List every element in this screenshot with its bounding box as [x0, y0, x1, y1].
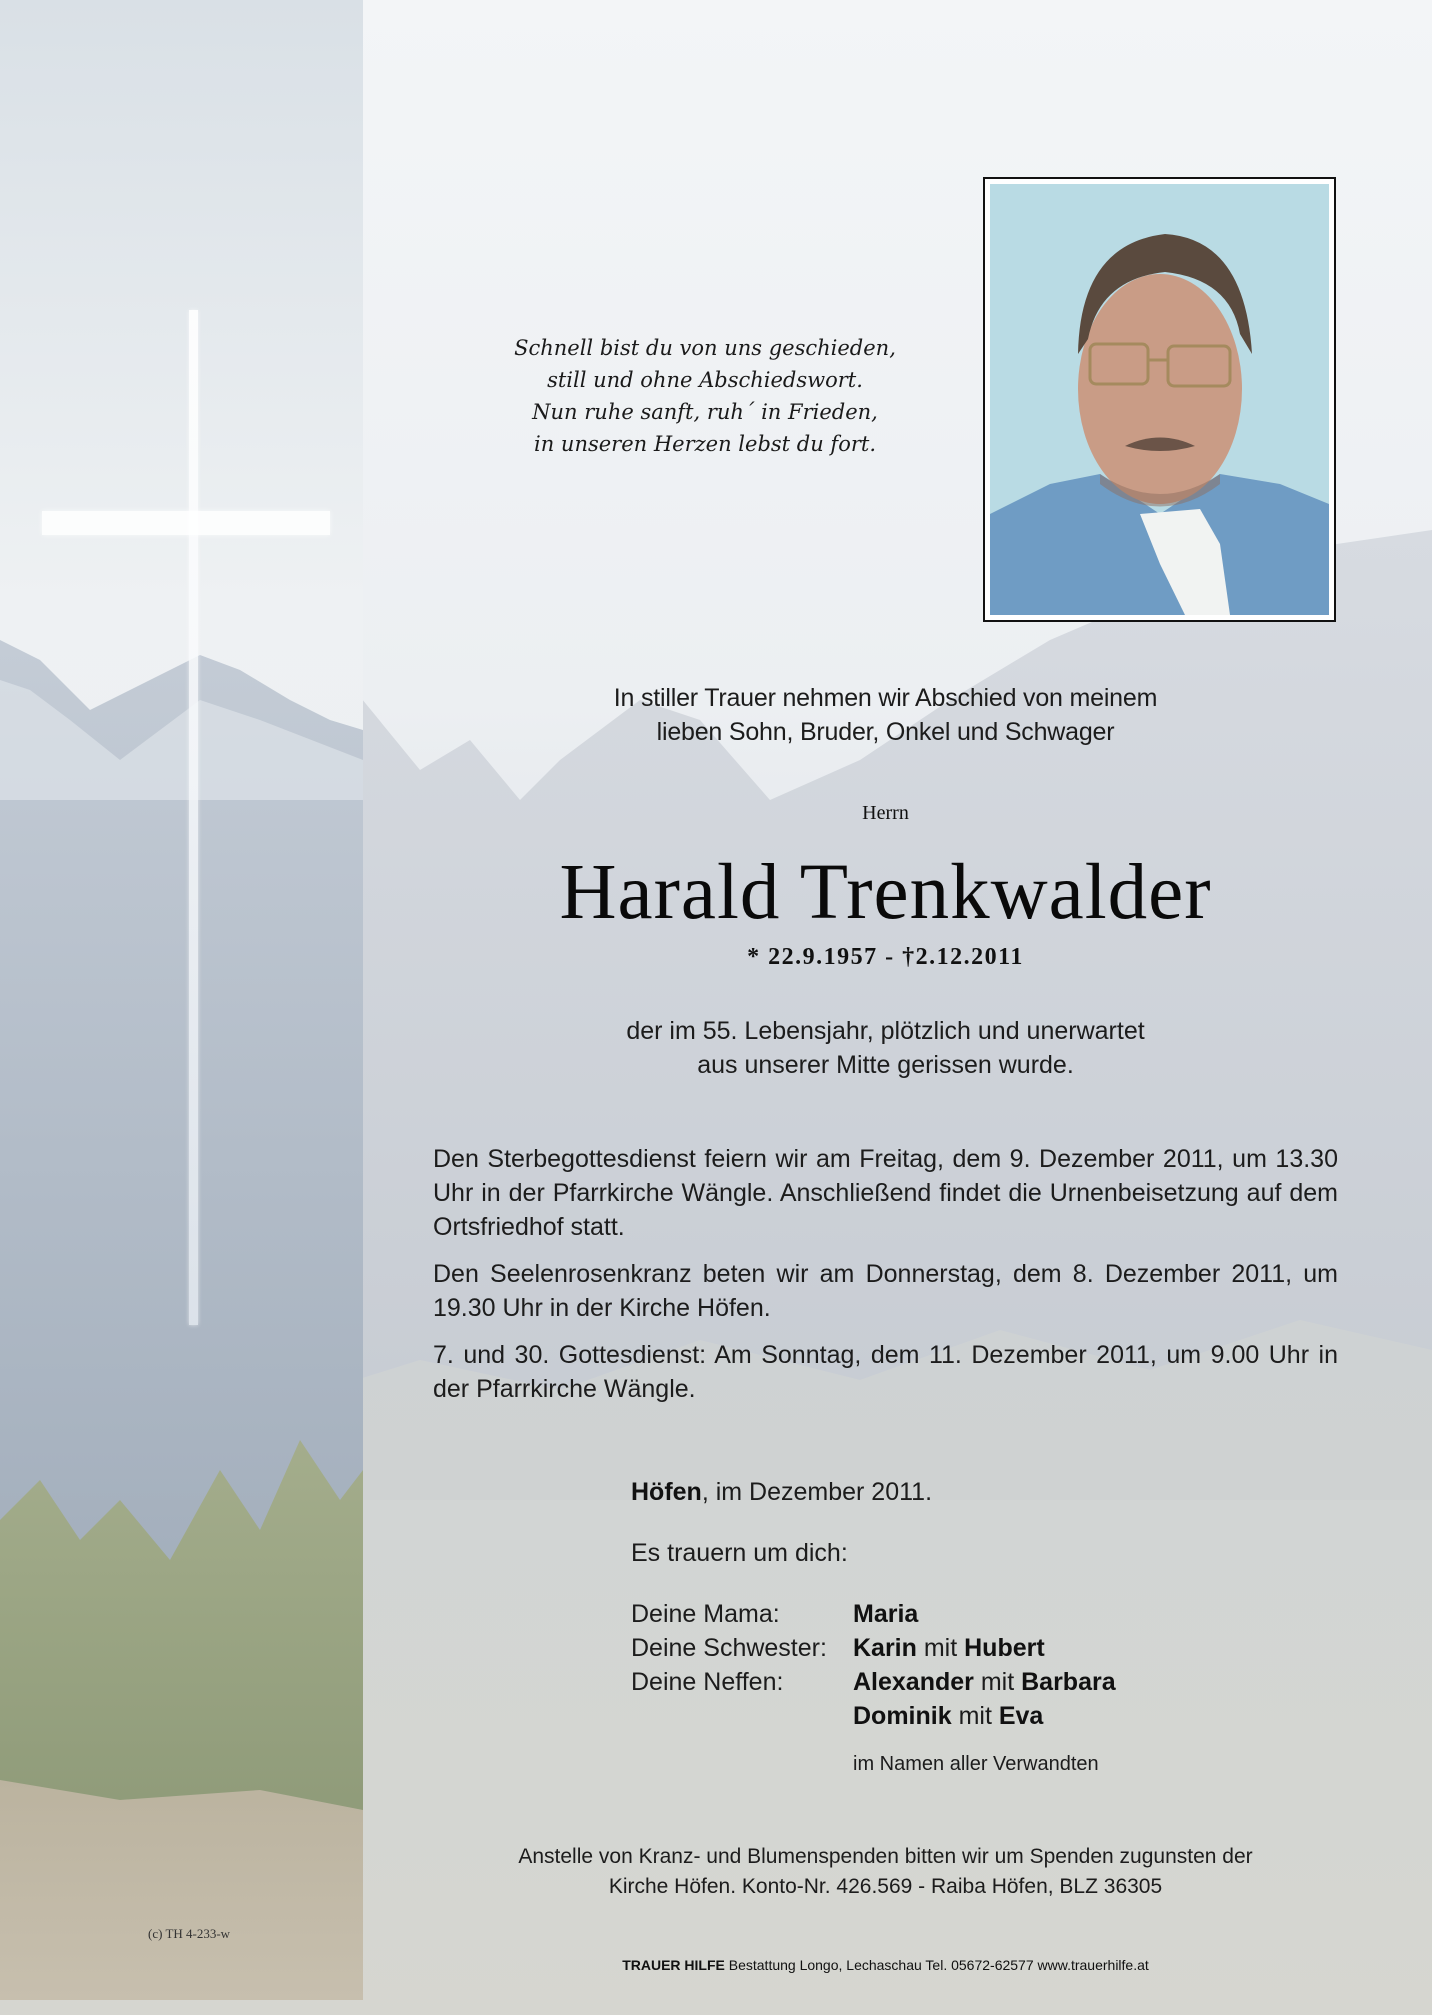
portrait-photo — [990, 184, 1329, 615]
service-information — [433, 1142, 1338, 1419]
date-text: , im Dezember 2011. — [701, 1478, 933, 1506]
relatives-note-row — [631, 1747, 1099, 1781]
connector: mit — [916, 1634, 965, 1662]
life-dates: * 22.9.1957 - †2.12.2011 — [747, 944, 1024, 970]
funeral-home-footer — [433, 1957, 1338, 1973]
left-photo-panel — [0, 0, 363, 2000]
mourners-section — [631, 1475, 1116, 1781]
mourner-name: Barbara — [1021, 1668, 1116, 1696]
service-paragraph: Den Sterbegottesdienst feiern wir am Freitag, dem 9. Dezember 2011, um 13.30 Uhr in der Pfarrkirche Wängle. Anschließend findet die Urnenbeisetzung auf dem Ortsfriedhof statt. — [433, 1145, 1338, 1241]
alpine-scene — [0, 0, 363, 2000]
mourner-name: Eva — [998, 1702, 1044, 1730]
mourner-relation: Deine Mama: — [631, 1600, 780, 1628]
funeral-home-details: Bestattung Longo, Lechaschau Tel. 05672-62577 www.trauerhilfe.at — [724, 1957, 1149, 1973]
mourner-names — [853, 1665, 1116, 1699]
funeral-home-brand: TRAUER HILFE — [622, 1957, 725, 1973]
mourner-names — [853, 1699, 1043, 1733]
salutation: Herrn — [862, 802, 909, 824]
place-name: Höfen — [631, 1478, 702, 1506]
intro-line: lieben Sohn, Bruder, Onkel und Schwager — [656, 718, 1115, 746]
mourner-name: Dominik — [853, 1702, 952, 1730]
mourner-relation: Deine Neffen: — [631, 1668, 784, 1696]
poem-line: still und ohne Abschiedswort. — [547, 368, 863, 392]
donation-note — [433, 1842, 1338, 1902]
donation-line: Kirche Höfen. Konto-Nr. 426.569 - Raiba Höfen, BLZ 36305 — [608, 1875, 1163, 1898]
deceased-name: Harald Trenkwalder — [559, 849, 1212, 936]
place-date — [631, 1475, 932, 1511]
poem-line: in unseren Herzen lebst du fort. — [534, 432, 876, 456]
cross-horizontal-beam — [42, 511, 330, 535]
poem-line: Nun ruhe sanft, ruh´ in Frieden, — [532, 400, 878, 424]
cross-vertical-beam — [189, 310, 198, 1325]
intro-line: In stiller Trauer nehmen wir Abschied von meinem — [613, 684, 1158, 712]
donation-line: Anstelle von Kranz- und Blumenspenden bitten wir um Spenden zugunsten der — [518, 1845, 1253, 1868]
mourner-name: Karin — [853, 1634, 917, 1662]
mourner-row — [631, 1597, 932, 1631]
portrait-frame — [983, 177, 1336, 622]
connector: mit — [973, 1668, 1022, 1696]
intro-text — [433, 681, 1338, 749]
age-line: der im 55. Lebensjahr, plötzlich und unerwartet — [626, 1017, 1145, 1045]
mourner-name: Hubert — [964, 1634, 1045, 1662]
portrait-illustration — [990, 184, 1329, 615]
mourner-name: Alexander — [853, 1668, 974, 1696]
service-paragraph: Den Seelenrosenkranz beten wir am Donnerstag, dem 8. Dezember 2011, um 19.30 Uhr in der Kirche Höfen. — [433, 1260, 1338, 1322]
age-text — [433, 1014, 1338, 1082]
mourner-names — [853, 1597, 918, 1631]
copyright-code: (c) TH 4-233-w — [148, 1926, 231, 1941]
age-line: aus unserer Mitte gerissen wurde. — [697, 1051, 1074, 1079]
service-paragraph: 7. und 30. Gottesdienst: Am Sonntag, dem 11. Dezember 2011, um 9.00 Uhr in der Pfarrkirche Wängle. — [433, 1341, 1338, 1403]
relatives-note: im Namen aller Verwandten — [853, 1753, 1099, 1775]
mourner-name: Maria — [853, 1600, 919, 1628]
mourner-row — [631, 1699, 1044, 1733]
mourner-row — [631, 1631, 1045, 1665]
memorial-poem — [480, 332, 930, 460]
mourner-relation: Deine Schwester: — [631, 1634, 827, 1662]
poem-line: Schnell bist du von uns geschieden, — [514, 336, 896, 360]
connector: mit — [951, 1702, 999, 1730]
mourners-intro: Es trauern um dich: — [631, 1539, 848, 1567]
mourner-row — [631, 1665, 1116, 1699]
mourner-names — [853, 1631, 1045, 1665]
